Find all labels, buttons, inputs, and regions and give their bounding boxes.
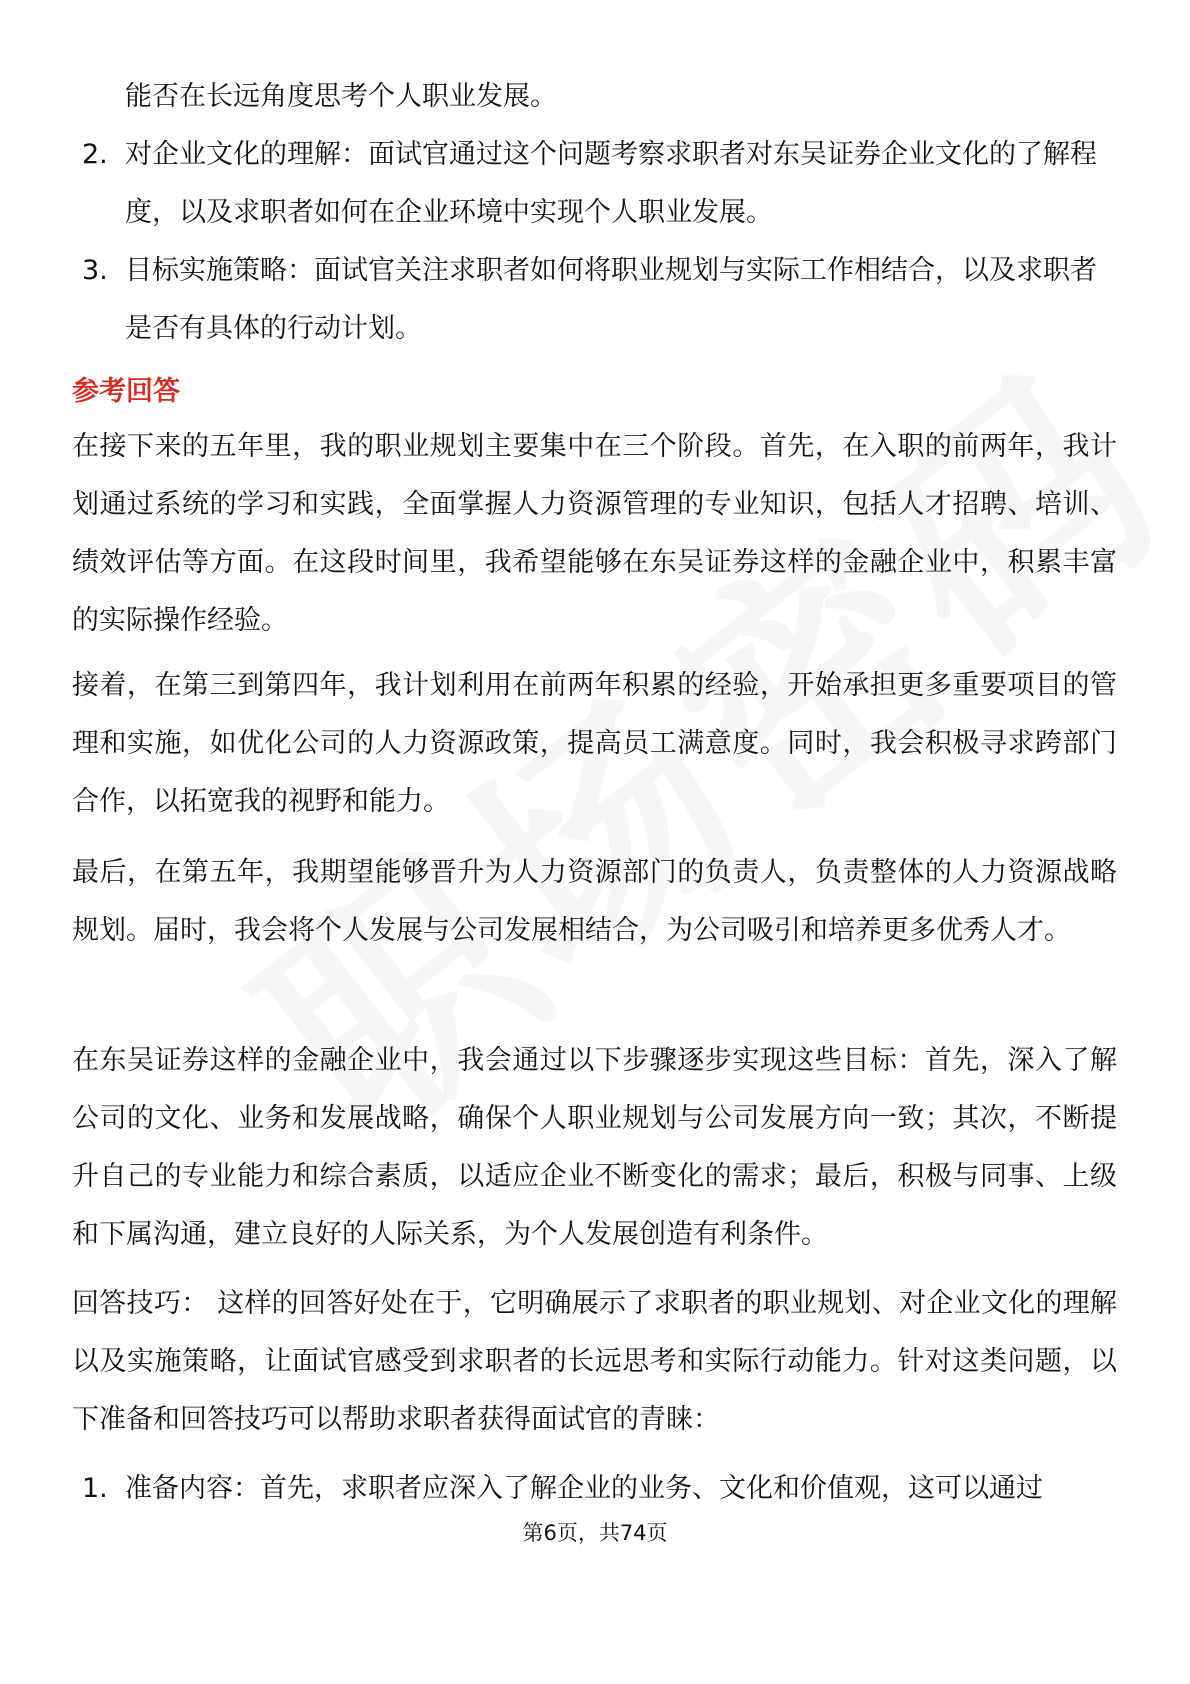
list-item-text: 对企业文化的理解：面试官通过这个问题考察求职者对东吴证券企业文化的了解程度，以及求职者如何在企业环境中实现个人职业发展。 — [125, 139, 1097, 228]
list-number: 2. — [82, 139, 108, 170]
list-number: 1. — [82, 1473, 108, 1504]
list-item — [82, 126, 1112, 242]
section-title: 参考回答 — [72, 376, 180, 407]
paragraph: 在东吴证券这样的金融企业中，我会通过以下步骤逐步实现这些目标：首先，深入了解公司的文化、业务和发展战略，确保个人职业规划与公司发展方向一致；其次，不断提升自己的专业能力和综合素质，以适应企业不断变化的需求；最后，积极与同事、上级和下属沟通，建立良好的人际关系，为个人发展创造有利条件。 — [72, 1045, 1117, 1250]
criteria-list — [82, 126, 1112, 358]
paragraph: 最后，在第五年，我期望能够晋升为人力资源部门的负责人，负责整体的人力资源战略规划。届时，我会将个人发展与公司发展相结合，为公司吸引和培养更多优秀人才。 — [72, 857, 1117, 946]
continuation-line: 能否在长远角度思考个人职业发展。 — [125, 81, 557, 112]
paragraph: 回答技巧： 这样的回答好处在于，它明确展示了求职者的职业规划、对企业文化的理解以及实施策略，让面试官感受到求职者的长远思考和实际行动能力。针对这类问题，以下准备和回答技巧可以帮助求职者获得面试官的青睐： — [72, 1288, 1117, 1435]
list-number: 3. — [82, 255, 108, 286]
page-footer: 第6页，共74页 — [522, 1521, 668, 1545]
tips-list — [82, 1460, 1112, 1518]
paragraph: 在接下来的五年里，我的职业规划主要集中在三个阶段。首先，在入职的前两年，我计划通过系统的学习和实践，全面掌握人力资源管理的专业知识，包括人才招聘、培训、绩效评估等方面。在这段时间里，我希望能够在东吴证券这样的金融企业中，积累丰富的实际操作经验。 — [72, 431, 1117, 636]
paragraph: 接着，在第三到第四年，我计划利用在前两年积累的经验，开始承担更多重要项目的管理和实施，如优化公司的人力资源政策，提高员工满意度。同时，我会积极寻求跨部门合作，以拓宽我的视野和能力。 — [72, 670, 1117, 817]
list-item-text: 目标实施策略：面试官关注求职者如何将职业规划与实际工作相结合，以及求职者是否有具体的行动计划。 — [125, 255, 1097, 344]
list-item — [82, 1460, 1112, 1518]
list-item-text: 准备内容：首先，求职者应深入了解企业的业务、文化和价值观，这可以通过 — [125, 1473, 1043, 1504]
list-item — [82, 242, 1112, 358]
